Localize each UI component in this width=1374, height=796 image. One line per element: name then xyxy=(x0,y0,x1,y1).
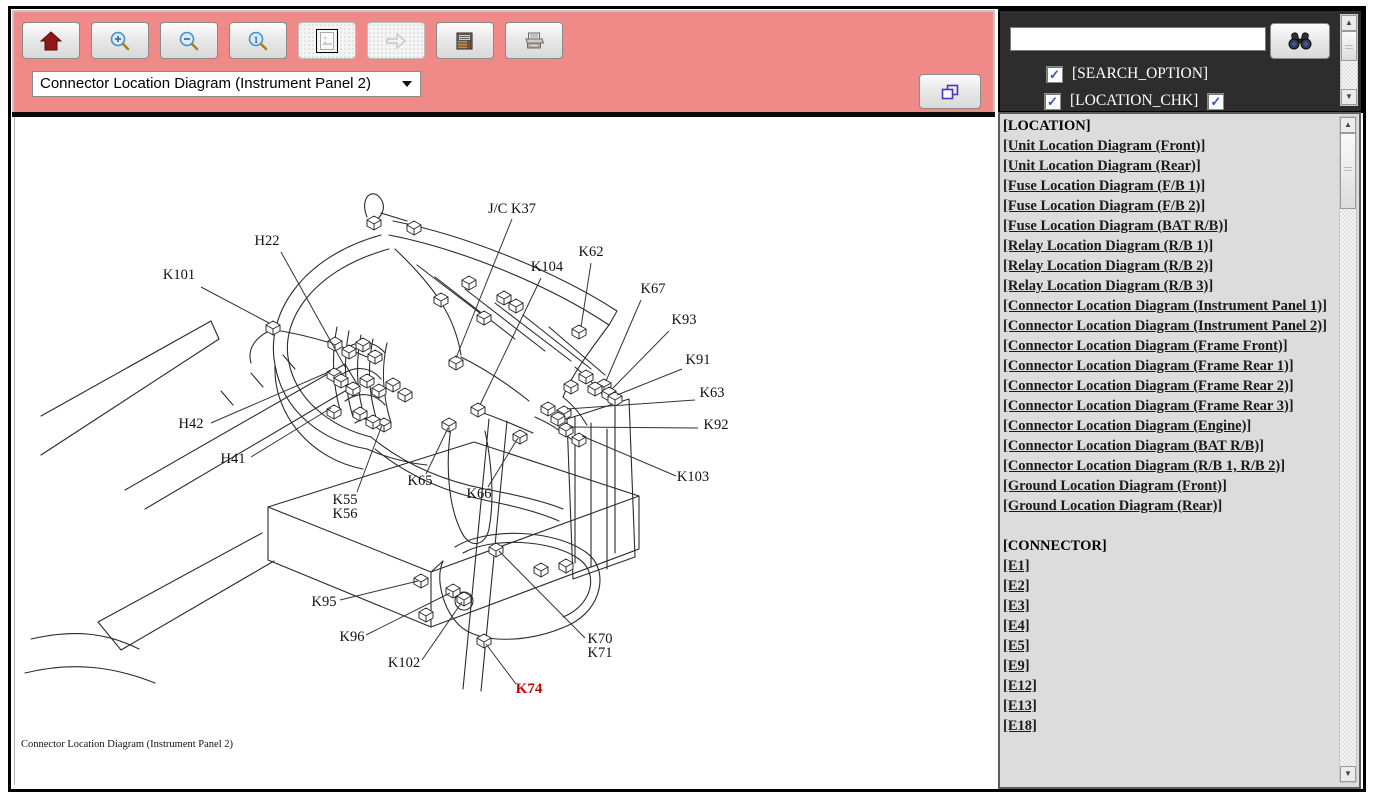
binoculars-icon xyxy=(1286,30,1314,52)
sidebar-link-row xyxy=(1003,556,1335,576)
sidebar-link-row xyxy=(1003,676,1335,696)
print-button[interactable] xyxy=(505,22,563,59)
fit-page-button xyxy=(298,22,356,59)
sidebar-link[interactable]: [Relay Location Diagram (R/B 3)] xyxy=(1003,278,1214,294)
home-icon xyxy=(40,31,62,51)
section-header: [CONNECTOR] xyxy=(1003,538,1107,554)
search-panel xyxy=(998,9,1363,113)
sidebar-link-row xyxy=(1003,236,1335,256)
toolbar-panel xyxy=(12,10,995,114)
svg-text:1: 1 xyxy=(253,34,259,45)
sidebar-link-row xyxy=(1003,576,1335,596)
scrollbar-thumb[interactable] xyxy=(1341,31,1357,61)
sidebar-link[interactable]: [E9] xyxy=(1003,658,1030,674)
sidebar-link[interactable]: [Relay Location Diagram (R/B 2)] xyxy=(1003,258,1214,274)
sidebar-link[interactable]: [Ground Location Diagram (Rear)] xyxy=(1003,498,1223,514)
sidebar-link-row xyxy=(1003,296,1335,316)
connector-location-diagram xyxy=(15,117,993,785)
location-chk-checkbox[interactable]: ✓ xyxy=(1044,93,1061,110)
scroll-down-button[interactable]: ▼ xyxy=(1341,89,1357,105)
connector-label: K102 xyxy=(387,655,421,671)
overlapping-windows-icon xyxy=(940,83,960,101)
connector-label: K71 xyxy=(587,645,613,661)
fit-page-icon xyxy=(316,29,338,53)
forward-button xyxy=(367,22,425,59)
scroll-down-button[interactable]: ▼ xyxy=(1340,766,1356,782)
sidebar-link-row xyxy=(1003,256,1335,276)
search-option-row xyxy=(1046,65,1208,83)
search-button[interactable] xyxy=(1270,23,1330,59)
search-input[interactable] xyxy=(1010,27,1266,51)
label-leader-line xyxy=(617,369,682,395)
sidebar-link-row xyxy=(1003,196,1335,216)
sidebar-link[interactable]: [Connector Location Diagram (BAT R/B)] xyxy=(1003,438,1264,454)
label-leader-line xyxy=(251,408,331,457)
sidebar-link[interactable]: [Unit Location Diagram (Front)] xyxy=(1003,138,1206,154)
zoom-out-button[interactable] xyxy=(160,22,218,59)
scrollbar-thumb[interactable] xyxy=(1340,133,1356,209)
connector-label: K104 xyxy=(530,259,564,275)
connector-label: K103 xyxy=(676,469,710,485)
zoom-actual-size-icon xyxy=(247,30,269,52)
label-leader-line xyxy=(567,400,695,409)
right-panel xyxy=(998,9,1363,789)
sidebar-link-row xyxy=(1003,696,1335,716)
connector-label: K96 xyxy=(339,629,365,645)
label-leader-line xyxy=(366,593,450,635)
sidebar-link-row xyxy=(1003,396,1335,416)
connector-label: K66 xyxy=(466,486,492,502)
sidebar-link[interactable]: [Fuse Location Diagram (BAT R/B)] xyxy=(1003,218,1229,234)
connector-label: K55 xyxy=(332,492,358,508)
diagram-select[interactable] xyxy=(32,71,421,97)
navigation-list xyxy=(1003,116,1335,736)
section-header: [LOCATION] xyxy=(1003,118,1091,134)
sidebar-link-row xyxy=(1003,216,1335,236)
connector-label: K92 xyxy=(703,417,729,433)
sidebar-link[interactable]: [E12] xyxy=(1003,678,1037,694)
sidebar-link-row xyxy=(1003,316,1335,336)
search-option-checkbox[interactable]: ✓ xyxy=(1046,66,1063,83)
sidebar-link-row xyxy=(1003,616,1335,636)
sidebar-link[interactable]: [Fuse Location Diagram (F/B 2)] xyxy=(1003,198,1206,214)
location-chk-extra-checkbox[interactable]: ✓ xyxy=(1207,93,1224,110)
label-leader-line xyxy=(488,438,518,487)
connector-label: H22 xyxy=(254,233,280,249)
sidebar-link[interactable]: [E5] xyxy=(1003,638,1030,654)
sidebar-link-row xyxy=(1003,356,1335,376)
book-index-icon xyxy=(455,31,475,51)
connector-label: K91 xyxy=(685,352,711,368)
label-leader-line xyxy=(211,371,331,423)
location-chk-row xyxy=(1044,92,1224,110)
connector-label: K67 xyxy=(640,281,666,297)
sidebar-link[interactable]: [Connector Location Diagram (Frame Front)] xyxy=(1003,338,1288,354)
sidebar-link[interactable]: [Connector Location Diagram (Frame Rear 2)] xyxy=(1003,378,1294,394)
connector-label: K65 xyxy=(407,473,433,489)
label-leader-line xyxy=(340,581,418,600)
sidebar-link-row xyxy=(1003,436,1335,456)
sidebar-link[interactable]: [Connector Location Diagram (Frame Rear 1)] xyxy=(1003,358,1294,374)
chevron-down-icon xyxy=(402,81,412,87)
connector-label: J/C K37 xyxy=(488,201,536,217)
list-scrollbar[interactable] xyxy=(1339,116,1357,783)
sidebar-link-row xyxy=(1003,716,1335,736)
sidebar-link-row xyxy=(1003,176,1335,196)
open-new-window-button[interactable] xyxy=(919,74,981,109)
sidebar-link[interactable]: [Connector Location Diagram (Instrument Panel 2)] xyxy=(1003,318,1327,334)
sidebar-link[interactable]: [E1] xyxy=(1003,558,1030,574)
home-button[interactable] xyxy=(22,22,80,59)
diagram-canvas xyxy=(14,117,993,785)
sidebar-link-row xyxy=(1003,456,1335,476)
sidebar-link-row xyxy=(1003,496,1335,516)
sidebar-link-row xyxy=(1003,156,1335,176)
sidebar-link-row xyxy=(1003,336,1335,356)
sidebar-link[interactable]: [Relay Location Diagram (R/B 1)] xyxy=(1003,238,1214,254)
label-leader-line xyxy=(357,425,382,492)
sidebar-link[interactable]: [E13] xyxy=(1003,698,1037,714)
sidebar-link[interactable]: [Connector Location Diagram (Frame Rear 3)] xyxy=(1003,398,1294,414)
zoom-actual-size-button[interactable] xyxy=(229,22,287,59)
label-leader-line xyxy=(612,331,669,389)
search-option-label: [SEARCH_OPTION] xyxy=(1072,65,1209,82)
connector-label: H42 xyxy=(178,416,204,432)
location-chk-label: [LOCATION_CHK] xyxy=(1070,92,1199,109)
print-icon xyxy=(523,31,545,51)
zoom-in-icon xyxy=(109,30,131,52)
diagram-caption: Connector Location Diagram (Instrument Panel 2) xyxy=(21,739,233,750)
navigation-list-panel xyxy=(998,112,1361,789)
sidebar-link-row xyxy=(1003,636,1335,656)
sidebar-link[interactable]: [E2] xyxy=(1003,578,1030,594)
scroll-up-button[interactable]: ▲ xyxy=(1340,117,1356,133)
diagram-select-value: Connector Location Diagram (Instrument Panel 2) xyxy=(40,75,371,92)
connector-label: H41 xyxy=(220,451,246,467)
connector-label: K62 xyxy=(578,244,604,260)
connector-label: K70 xyxy=(587,631,613,647)
sidebar-link-row xyxy=(1003,596,1335,616)
connector-label: K56 xyxy=(332,506,358,522)
zoom-in-button[interactable] xyxy=(91,22,149,59)
connector-label: K95 xyxy=(311,594,337,610)
label-leader-line xyxy=(582,436,676,476)
sidebar-link-row xyxy=(1003,276,1335,296)
sidebar-link[interactable]: [E4] xyxy=(1003,618,1030,634)
scroll-up-button[interactable]: ▲ xyxy=(1341,15,1357,31)
search-panel-scrollbar[interactable] xyxy=(1340,14,1358,106)
sidebar-link-row xyxy=(1003,476,1335,496)
forward-arrow-icon xyxy=(384,31,408,51)
application-window xyxy=(8,6,1366,792)
connector-label: K101 xyxy=(162,267,196,283)
sidebar-link-row xyxy=(1003,136,1335,156)
book-index-button[interactable] xyxy=(436,22,494,59)
sidebar-link-row xyxy=(1003,416,1335,436)
sidebar-link[interactable]: [Fuse Location Diagram (F/B 1)] xyxy=(1003,178,1206,194)
label-leader-line xyxy=(486,644,516,684)
label-leader-line xyxy=(569,427,698,428)
sidebar-link[interactable]: [E18] xyxy=(1003,718,1037,734)
sidebar-link[interactable]: [Connector Location Diagram (Engine)] xyxy=(1003,418,1252,434)
connector-label: K93 xyxy=(671,312,697,328)
toolbar-button-row xyxy=(22,22,563,59)
sidebar-link-row xyxy=(1003,656,1335,676)
sidebar-link[interactable]: [Connector Location Diagram (R/B 1, R/B 2)] xyxy=(1003,458,1286,474)
sidebar-link[interactable]: [Ground Location Diagram (Front)] xyxy=(1003,478,1227,494)
connector-label: K63 xyxy=(699,385,725,401)
sidebar-link[interactable]: [Connector Location Diagram (Instrument Panel 1)] xyxy=(1003,298,1327,314)
zoom-out-icon xyxy=(178,30,200,52)
sidebar-link[interactable]: [Unit Location Diagram (Rear)] xyxy=(1003,158,1201,174)
connector-label: K74 xyxy=(515,681,543,697)
sidebar-link-row xyxy=(1003,376,1335,396)
sidebar-link[interactable]: [E3] xyxy=(1003,598,1030,614)
label-leader-line xyxy=(201,287,269,323)
label-leader-line xyxy=(606,300,641,381)
